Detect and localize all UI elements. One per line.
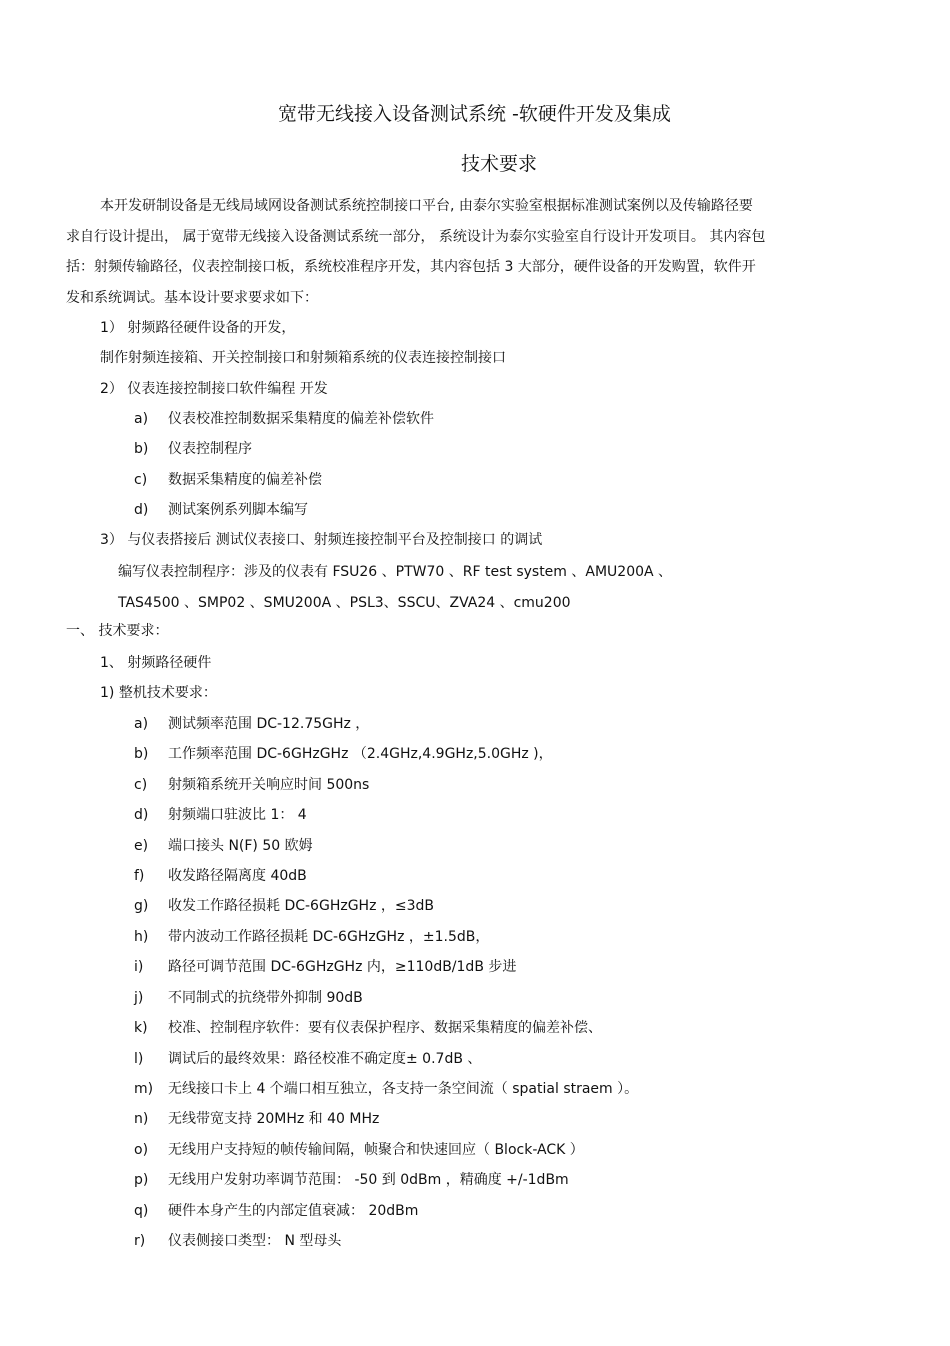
document-subtitle: 技术要求	[461, 153, 538, 175]
requirement-text: 射频端口驻波比 1： 4	[168, 807, 307, 823]
requirement-text: 测试频率范围 DC-12.75GHz ，	[168, 716, 370, 732]
requirement-text: 射频箱系统开关响应时间 500ns	[168, 777, 370, 793]
requirement-label: g)	[134, 898, 149, 914]
scope-item-3-detail-1: 编写仪表控制程序：涉及的仪表有 FSU26 、PTW70 、RF test system 、AMU200A 、	[118, 564, 673, 580]
requirement-text: 无线接口卡上 4 个端口相互独立，各支持一条空间流（ spatial straem ）。	[168, 1081, 639, 1097]
scope-sub-text: 仪表控制程序	[168, 441, 252, 457]
requirement-text: 不同制式的抗绕带外抑制 90dB	[168, 990, 363, 1006]
scope-item-2: 2） 仪表连接控制接口软件编程 开发	[100, 381, 328, 397]
scope-item-3-detail-2: TAS4500 、SMP02 、SMU200A 、PSL3、SSCU、ZVA24 、cmu200	[118, 595, 571, 611]
scope-sub-label: d)	[134, 502, 149, 518]
requirement-label: o)	[134, 1142, 149, 1158]
requirement-text: 带内波动工作路径损耗 DC-6GHzGHz ，±1.5dB，	[168, 929, 490, 945]
intro-line-2: 求自行设计提出， 属于宽带无线接入设备测试系统一部分， 系统设计为泰尔实验室自行设计开发项目。 其内容包	[66, 229, 766, 245]
requirement-text: 调试后的最终效果：路径校准不确定度± 0.7dB 、	[168, 1051, 482, 1067]
requirement-label: f)	[134, 868, 145, 884]
requirement-label: r)	[134, 1233, 146, 1249]
requirement-text: 仪表侧接口类型： N 型母头	[168, 1233, 342, 1249]
requirement-label: l)	[134, 1051, 144, 1067]
requirement-text: 无线带宽支持 20MHz 和 40 MHz	[168, 1111, 380, 1127]
requirement-label: a)	[134, 716, 149, 732]
requirement-text: 校准、控制程序软件：要有仪表保护程序、数据采集精度的偏差补偿、	[168, 1020, 602, 1036]
requirement-text: 端口接头 N(F) 50 欧姆	[168, 838, 313, 854]
scope-sub-text: 测试案例系列脚本编写	[168, 502, 308, 518]
scope-sub-text: 数据采集精度的偏差补偿	[168, 472, 322, 488]
requirement-text: 收发工作路径损耗 DC-6GHzGHz ，≤3dB	[168, 898, 434, 914]
requirement-label: i)	[134, 959, 144, 975]
scope-sub-label: c)	[134, 472, 148, 488]
requirement-label: d)	[134, 807, 149, 823]
requirement-text: 硬件本身产生的内部定值衰减： 20dBm	[168, 1203, 419, 1219]
requirement-text: 无线用户发射功率调节范围： -50 到 0dBm ，精确度 +/-1dBm	[168, 1172, 569, 1188]
document-title: 宽带无线接入设备测试系统 -软硬件开发及集成	[278, 103, 671, 125]
requirement-label: q)	[134, 1203, 149, 1219]
requirement-label: m)	[134, 1081, 154, 1097]
section-heading: 一、 技术要求：	[66, 623, 169, 639]
requirement-label: n)	[134, 1111, 149, 1127]
requirement-label: p)	[134, 1172, 149, 1188]
scope-item-1-detail: 制作射频连接箱、开关控制接口和射频箱系统的仪表连接控制接口	[100, 350, 506, 366]
intro-line-4: 发和系统调试。基本设计要求要求如下：	[66, 290, 318, 306]
requirement-label: b)	[134, 746, 149, 762]
requirement-text: 收发路径隔离度 40dB	[168, 868, 307, 884]
requirement-text: 无线用户支持短的帧传输间隔，帧聚合和快速回应（ Block-ACK ）	[168, 1142, 584, 1158]
requirement-label: c)	[134, 777, 148, 793]
section-sub-1: 1、 射频路径硬件	[100, 655, 212, 671]
requirement-label: h)	[134, 929, 149, 945]
scope-sub-text: 仪表校准控制数据采集精度的偏差补偿软件	[168, 411, 434, 427]
intro-line-3: 括：射频传输路径，仪表控制接口板，系统校准程序开发，其内容包括 3 大部分，硬件设备的开发购置，软件开	[66, 259, 756, 275]
scope-item-1: 1） 射频路径硬件设备的开发，	[100, 320, 296, 336]
intro-line-1: 本开发研制设备是无线局域网设备测试系统控制接口平台, 由泰尔实验室根据标准测试案例以及传输路径要	[100, 198, 753, 214]
scope-sub-label: a)	[134, 411, 149, 427]
section-sub-1-1: 1) 整机技术要求：	[100, 685, 217, 701]
requirement-label: k)	[134, 1020, 148, 1036]
requirement-label: j)	[134, 990, 144, 1006]
scope-sub-label: b)	[134, 441, 149, 457]
requirement-text: 工作频率范围 DC-6GHzGHz （2.4GHz,4.9GHz,5.0GHz )，	[168, 746, 553, 762]
requirement-label: e)	[134, 838, 149, 854]
scope-item-3: 3） 与仪表搭接后 测试仪表接口、射频连接控制平台及控制接口 的调试	[100, 532, 543, 548]
requirement-text: 路径可调节范围 DC-6GHzGHz 内，≥110dB/1dB 步进	[168, 959, 517, 975]
